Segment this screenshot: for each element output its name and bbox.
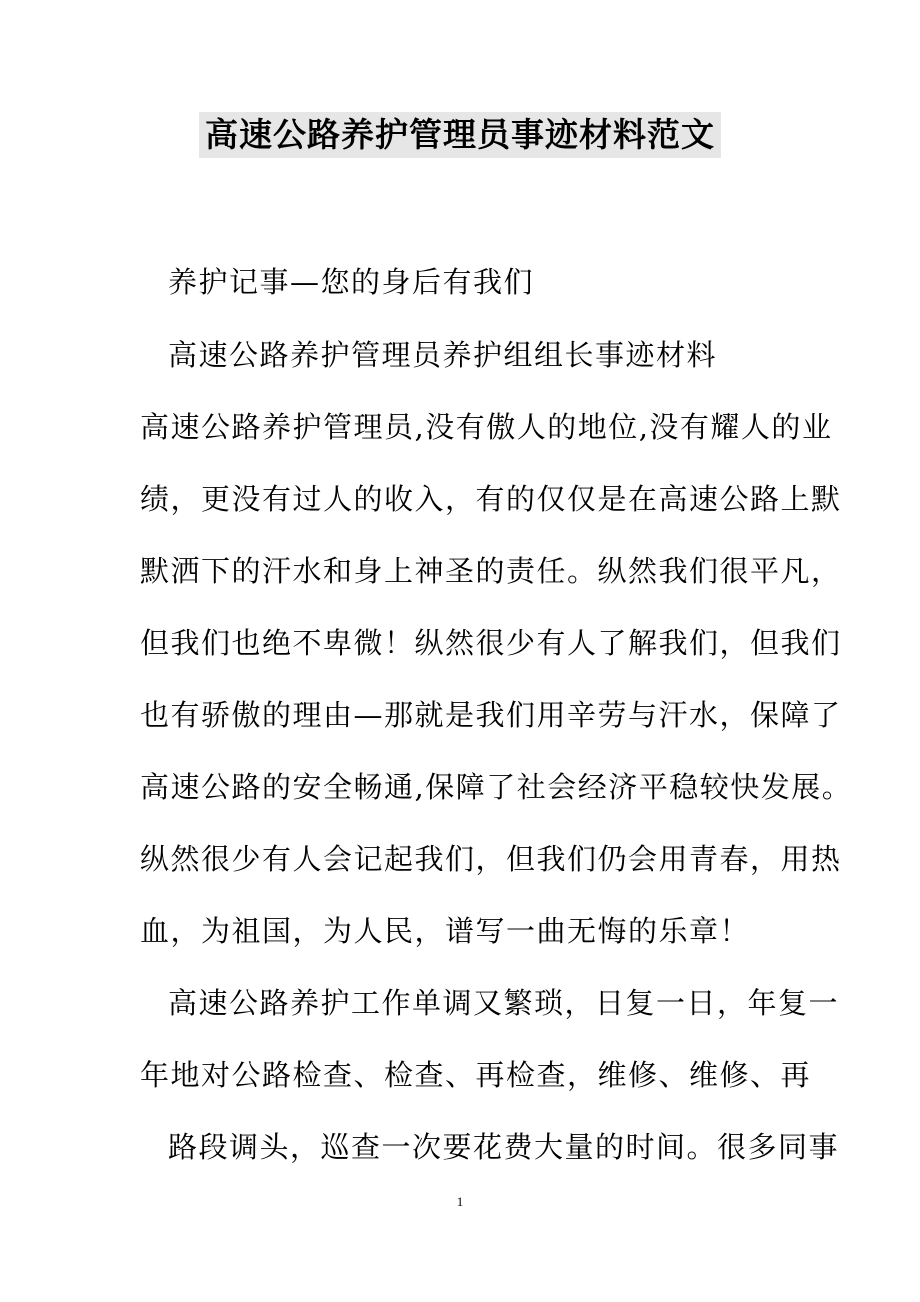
body-line: 也有骄傲的理由—那就是我们用辛劳与汗水，保障了 — [140, 698, 842, 732]
page-number: 1 — [456, 1194, 464, 1209]
body-line: 高速公路养护管理员,没有傲人的地位,没有耀人的业 — [140, 410, 833, 444]
body-line: 默洒下的汗水和身上神圣的责任。纵然我们很平凡， — [140, 554, 842, 588]
heading-line: 高速公路养护管理员养护组组长事迹材料 — [168, 338, 718, 372]
body-line: 血，为祖国，为人民，谱写一曲无悔的乐章！ — [140, 914, 751, 948]
title-container — [0, 112, 920, 158]
document-title: 高速公路养护管理员事迹材料范文 — [199, 112, 721, 158]
subtitle-line: 养护记事—您的身后有我们 — [168, 265, 535, 299]
body-line: 但我们也绝不卑微！纵然很少有人了解我们，但我们 — [140, 626, 842, 660]
body-line: 高速公路养护工作单调又繁琐，日复一日，年复一 — [168, 986, 840, 1020]
body-line: 高速公路的安全畅通,保障了社会经济平稳较快发展。 — [140, 770, 853, 804]
body-line: 绩，更没有过人的收入，有的仅仅是在高速公路上默 — [140, 482, 842, 516]
body-line: 纵然很少有人会记起我们，但我们仍会用青春，用热 — [140, 842, 842, 876]
body-line: 路段调头，巡查一次要花费大量的时间。很多同事 — [168, 1130, 840, 1164]
body-line: 年地对公路检查、检查、再检查，维修、维修、再 — [140, 1058, 812, 1092]
